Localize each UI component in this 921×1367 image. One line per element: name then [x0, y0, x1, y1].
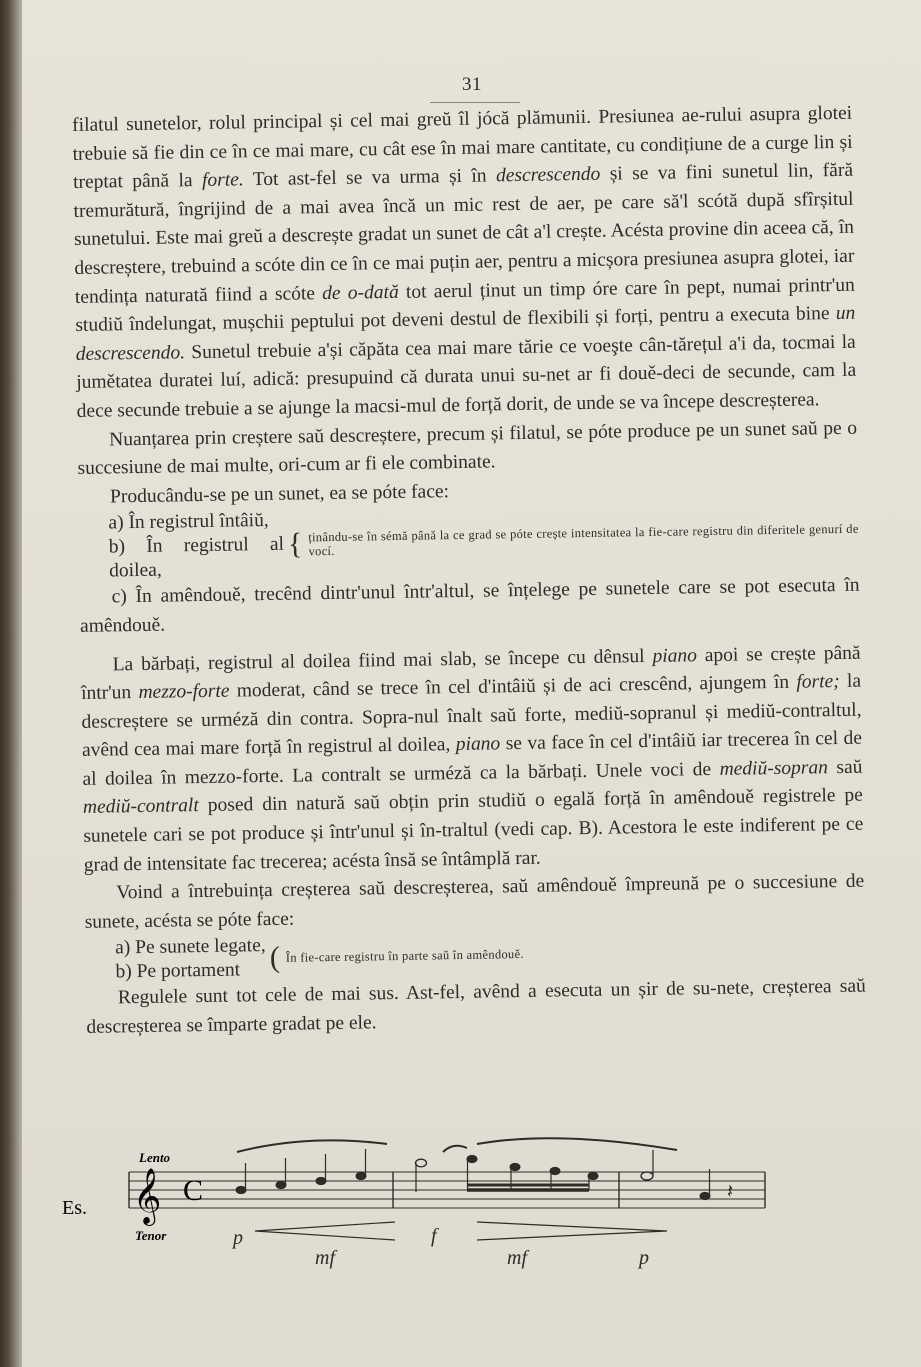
- book-page: [22, 0, 921, 1367]
- tempo-marking: Lento: [139, 1150, 171, 1165]
- text-run: apoi se crește până într'un: [80, 642, 861, 705]
- book-spine-shadow: [0, 0, 22, 1367]
- hairpins: [255, 1222, 667, 1240]
- italic-run: mediŭ-contralt: [82, 795, 199, 819]
- dynamic-p: p: [233, 1227, 243, 1249]
- treble-clef-icon: 𝄞: [133, 1168, 162, 1224]
- text-run: și se va fini sunetul lin, fără tremurătură, îngrijind de a mai avea încă un mic rest de aer, pe care să'l scótă după sfîrșitul sunetului. Este mai greŭ a descrește gradat un sunet de cât a'l crește. Acésta provine din aceea că, în descreștere, trebuind a scóte din ce în ce mai puțin aer, pentru a micșora presiunea asupra glotei, iar tendința naturată fiind a scóte: [73, 159, 855, 308]
- dynamics: [231, 1225, 649, 1269]
- footnote-registers: ținându-se în sémă până la ce grad se póte crește intensitatea la fie-care registru din diferitele genurí de vocí.: [308, 522, 859, 559]
- italic-run: piano: [455, 733, 501, 756]
- italic-run: de o-dată: [322, 281, 399, 304]
- dynamic-mf: mf: [507, 1247, 527, 1269]
- notes-measure-3: [641, 1150, 733, 1203]
- dynamic-p: p: [639, 1247, 649, 1269]
- brace: {: [287, 527, 303, 561]
- text-run: tot aerul ținut un timp óre care în pept, numai printr'un studiŭ îndelungat, mușchii peptului pot deveni destul de flexibili și forți, pentru a executa bine: [75, 274, 855, 337]
- option-legato: a) Pe sunete legate,: [114, 935, 266, 959]
- notes-measure-2: [416, 1155, 599, 1192]
- paragraph-1: [72, 100, 857, 427]
- text-run: posed din natură saŭ obțin prin studiŭ o egală forță în amêndouě registrele pe sunetele cari se pot produce și într'unul și în-traltul (vedi cap. B). Acestora le este indiferent pe ce grad de intensitate fac trecerea; acésta însă se întâmplă rar.: [83, 785, 864, 876]
- voice-label: Tenor: [135, 1228, 167, 1243]
- dynamic-mf: mf: [315, 1247, 335, 1269]
- paragraph-5: Voind a întrebuința creșterea saŭ descreșterea, saŭ amêndouě împreună pe o succesiune de sunete, acésta se póte face:: [84, 870, 865, 933]
- common-time-icon: C: [183, 1174, 204, 1207]
- option-c: c) În amêndouě, trecênd dintr'unul într'altul, se înțelege pe sunetele care se pot esecuta în amêndouě.: [79, 575, 860, 637]
- text-run: filatul sunetelor, rolul principal și cel mai greŭ îl jócă plămunii. Presiunea ae-rului asupra glotei trebuie să fie din ce în ce mai mare, cu cât ese în mai mare cantitate, cu condițiune de a curge lin și treptat până la: [72, 102, 853, 194]
- options-register: [108, 500, 859, 584]
- slurs: [237, 1138, 677, 1152]
- paragraph-4: [80, 639, 863, 880]
- option-b: b) În registrul al doilea,: [108, 534, 285, 582]
- text-run: saŭ: [827, 756, 863, 779]
- music-example: [62, 1138, 797, 1273]
- italic-run: descrescendo: [495, 163, 601, 187]
- notes-measure-1: [236, 1149, 366, 1194]
- paragraph-6: Regulele sunt tot cele de mai sus. Ast-fel, avênd a esecuta un șir de su-nete, creșterea saŭ descreșterea se împarte gradat pe ele.: [86, 976, 867, 1038]
- italic-run: un descrescendo.: [75, 302, 856, 365]
- italic-run: forte;: [796, 671, 840, 693]
- italic-run: forte.: [201, 169, 244, 192]
- text-run: Sunetul trebuie a'și căpăta cea mai mare tărie ce voeşte cân-tărețul a'i da, tocmai la jumětatea duratei luí, adică: presupuind că durata unui su-net ar fi douě-deci de secunde, cam la dece secunde trebuie a se ajunge la macsi-mul de forță dorit, de unde se va începe descreșterea.: [76, 331, 857, 422]
- brace: (: [269, 941, 281, 975]
- footnote-succession: În fie-care registru în parte saŭ în amêndouě.: [285, 947, 524, 966]
- paragraph-3: Producându-se pe un sunet, ea se póte face:: [109, 480, 450, 508]
- italic-run: mediŭ-sopran: [719, 757, 829, 780]
- body-text: [72, 100, 867, 1043]
- option-a: a) În registrul întâiŭ,: [108, 510, 269, 534]
- text-run: se va face în cel d'intâiŭ iar trecerea în cel de al doilea în mezzo-forte. La contralt se urméză ca la bărbați. Unele voci de: [82, 727, 863, 790]
- example-label: Es.: [62, 1197, 87, 1219]
- text-run: Tot ast-fel se va urma și în: [243, 165, 497, 191]
- text-run: la descreștere se urméză din contra. Sopra-nul înalt saŭ forte, mediŭ-sopranul și mediŭ-contraltul, avênd cea mai mare forță în registrul al doilea,: [81, 670, 862, 762]
- text-run: moderat, când se trece în cel d'intâiŭ și de aci crescênd, ajungem în: [229, 671, 797, 702]
- svg-text:𝄽: 𝄽: [727, 1179, 734, 1203]
- italic-run: mezzo-forte: [138, 680, 230, 704]
- header-rule: [430, 102, 520, 103]
- staff: [129, 1172, 765, 1208]
- option-portamento: b) Pe portament: [115, 959, 241, 983]
- paragraph-2: Nuanțarea prin creștere saŭ descreștere, precum și filatul, se póte produce pe un sunet saŭ pe o succesiune de mai multe, ori-cum ar fi ele combinate.: [77, 417, 858, 480]
- italic-run: piano: [652, 644, 698, 667]
- text-run: La bărbați, registrul al doilea fiind mai slab, se începe cu dênsul: [112, 645, 653, 675]
- page-number: 31: [462, 74, 482, 95]
- dynamic-f: f: [431, 1225, 437, 1247]
